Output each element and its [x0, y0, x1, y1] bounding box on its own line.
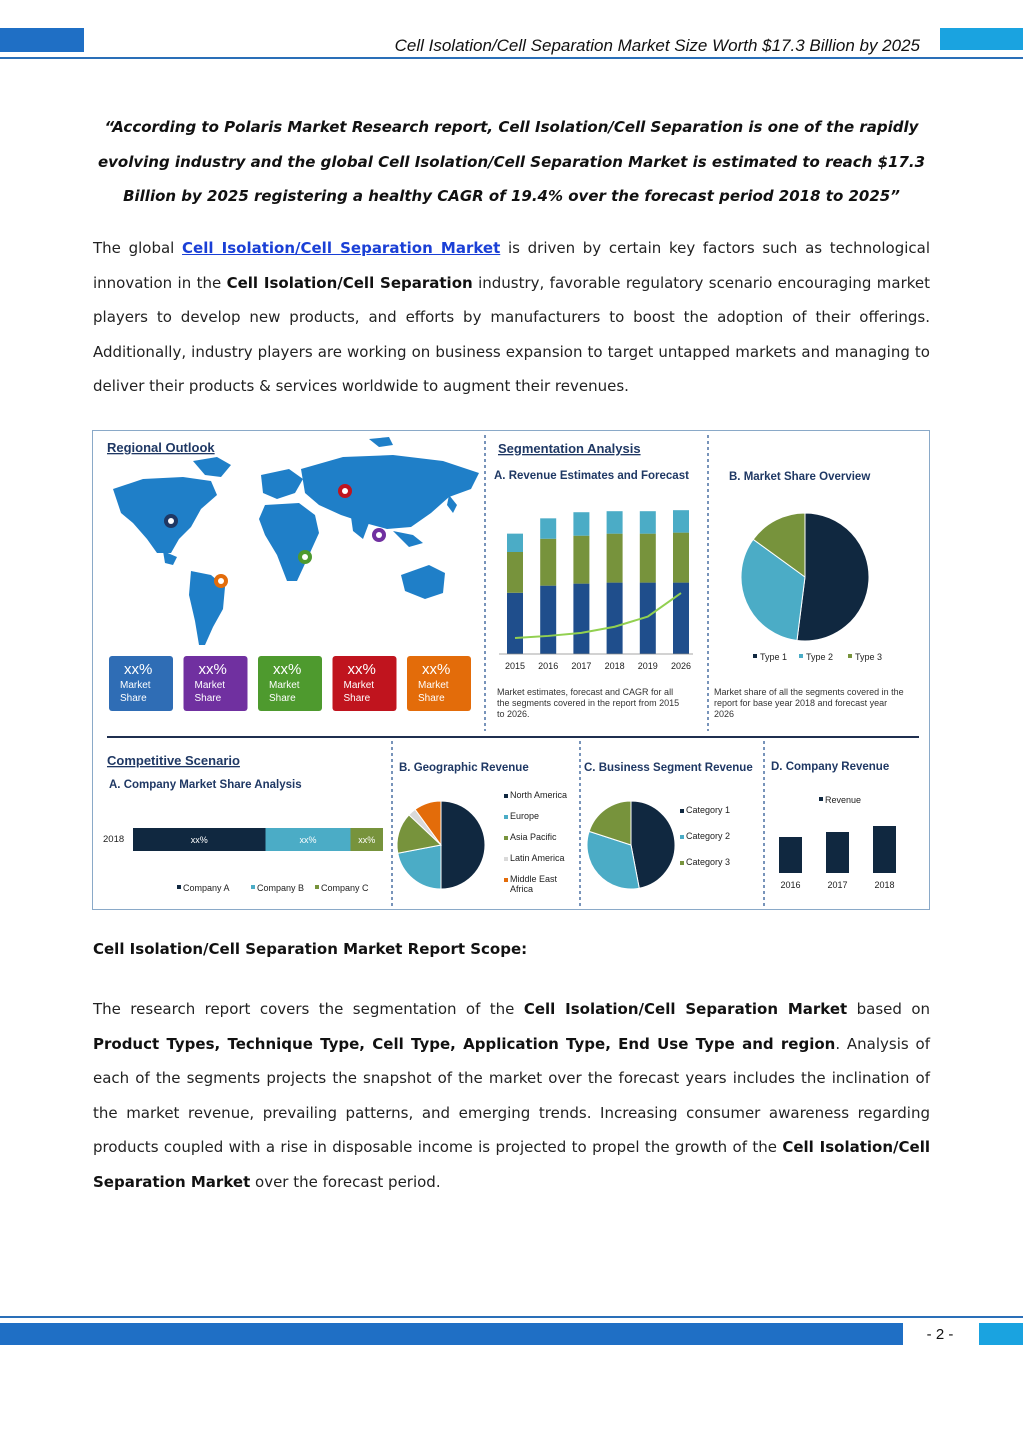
segmentation-analysis-title: Segmentation Analysis	[498, 441, 641, 456]
text-run: is driven by certain key factors such as technological innovation in the	[93, 239, 930, 292]
revenue-chart	[499, 510, 693, 671]
legend-swatch	[504, 836, 508, 840]
header-accent-right	[940, 28, 1023, 50]
legend-label: Latin America	[510, 853, 565, 863]
legend-swatch	[819, 797, 823, 801]
stacked-bar-segment	[573, 584, 589, 654]
bold-run: Product Types, Technique Type, Cell Type, Application Type, End Use Type and region	[93, 1034, 836, 1053]
legend-swatch	[799, 654, 803, 658]
stacked-bar-segment	[507, 593, 523, 654]
x-tick-label: 2019	[637, 661, 658, 671]
stacked-bar-segment	[673, 533, 689, 583]
region-card-label: Market	[120, 680, 151, 691]
legend-swatch	[504, 857, 508, 861]
company-revenue-title: D. Company Revenue	[771, 761, 890, 773]
y-tick-label: 2018	[103, 834, 125, 845]
footer-rule	[0, 1316, 1023, 1318]
legend-label: Company C	[321, 883, 369, 893]
stacked-bar-segment	[540, 586, 556, 654]
text-run: based on	[847, 1000, 931, 1018]
legend-swatch	[848, 654, 852, 658]
region-cards	[109, 656, 471, 711]
text-run: The research report covers the segmentation of the	[93, 1000, 524, 1018]
region-card-label: Market	[269, 680, 300, 691]
region-card-label: Share	[194, 693, 222, 704]
x-tick-label: 2017	[827, 880, 848, 890]
legend-label: Revenue	[825, 795, 862, 805]
legend-swatch	[315, 885, 319, 889]
intro-paragraph	[93, 231, 930, 404]
x-tick-label: 2016	[538, 661, 559, 671]
bar	[779, 837, 802, 873]
trend-line	[515, 593, 681, 638]
bold-run: Cell Isolation/Cell Separation	[226, 273, 473, 292]
legend-label: Company A	[183, 883, 230, 893]
legend-label: Category 2	[686, 831, 731, 841]
page-number: - 2 -	[926, 1326, 954, 1343]
geographic-revenue-title: B. Geographic Revenue	[399, 762, 529, 774]
region-card-label: Market	[194, 680, 226, 691]
stacked-bar-segment	[607, 534, 623, 583]
revenue-caption-line: to 2026.	[497, 709, 530, 719]
geographic-pie	[397, 790, 567, 894]
stacked-bar-segment	[607, 583, 623, 654]
header-rule	[0, 57, 1023, 59]
share-caption-line: 2026	[714, 709, 735, 719]
legend-label: North America	[510, 790, 568, 800]
stacked-bar-segment	[640, 511, 656, 533]
stacked-bar-segment	[573, 536, 589, 584]
region-card-label: Share	[269, 693, 296, 704]
text-run: The global	[93, 239, 183, 257]
share-caption-line: Market share of all the segments covered in the	[714, 687, 904, 697]
pie-slice	[441, 801, 485, 889]
bar-data-label: xx%	[299, 835, 317, 845]
legend-swatch	[680, 861, 684, 865]
legend-label: Middle East	[510, 874, 558, 884]
stacked-bar-segment	[507, 534, 523, 552]
legend-swatch	[504, 815, 508, 819]
legend-label: Category 3	[686, 857, 731, 867]
footer-accent-right	[979, 1323, 1023, 1345]
region-card-value: xx%	[273, 661, 302, 678]
legend-label: Europe	[510, 811, 540, 821]
legend-swatch	[680, 809, 684, 813]
legend-swatch	[251, 885, 255, 889]
stacked-bar-segment	[507, 552, 523, 593]
company-share-bar	[103, 828, 383, 893]
bold-run: Cell Isolation/Cell Separation Market	[93, 1138, 930, 1191]
legend-swatch	[504, 794, 508, 798]
header-accent-left	[0, 28, 84, 52]
x-tick-label: 2017	[571, 661, 592, 671]
legend-label: Asia Pacific	[510, 832, 557, 842]
pie-slice	[631, 801, 675, 888]
header-title: Cell Isolation/Cell Separation Market Size Worth $17.3 Billion by 2025	[394, 36, 920, 55]
bar-data-label: xx%	[358, 835, 376, 845]
region-card-label: Share	[343, 693, 371, 704]
scope-paragraph	[93, 992, 930, 1199]
bar-data-label: xx%	[190, 835, 208, 845]
business-segment-pie	[587, 801, 730, 889]
region-card-label: Market	[343, 680, 375, 691]
legend-label: Type 3	[855, 652, 883, 662]
business-segment-title: C. Business Segment Revenue	[584, 762, 753, 774]
region-card-label: Share	[120, 693, 147, 704]
market-infographic	[92, 430, 930, 910]
region-card-value: xx%	[124, 661, 153, 678]
x-tick-label: 2018	[874, 880, 895, 890]
legend-label: Type 1	[760, 652, 788, 662]
x-tick-label: 2018	[604, 661, 625, 671]
company-revenue-chart	[779, 795, 896, 890]
company-share-title: A. Company Market Share Analysis	[109, 779, 302, 791]
revenue-caption-line: the segments covered in the report from 2015	[497, 698, 680, 708]
infographic-svg	[93, 431, 929, 909]
legend-label: Africa	[510, 884, 534, 894]
stacked-bar-segment	[540, 518, 556, 538]
region-card-label: Share	[418, 693, 445, 704]
bold-run: Cell Isolation/Cell Separation Market	[523, 1000, 848, 1018]
region-card-value: xx%	[347, 661, 376, 678]
stacked-bar-segment	[573, 512, 589, 535]
regional-outlook-title: Regional Outlook	[107, 440, 215, 455]
stacked-bar-segment	[540, 539, 556, 586]
footer-bar	[0, 1323, 903, 1345]
bar	[873, 826, 896, 873]
stacked-bar-segment	[673, 510, 689, 532]
competitive-scenario-title: Competitive Scenario	[107, 753, 240, 768]
legend-label: Type 2	[806, 652, 834, 662]
legend-label: Company B	[257, 883, 305, 893]
x-tick-label: 2016	[780, 880, 801, 890]
legend-swatch	[753, 654, 757, 658]
bar	[826, 832, 849, 873]
text-run: over the forecast period.	[250, 1172, 441, 1191]
x-tick-label: 2026	[670, 661, 692, 671]
legend-label: Category 1	[686, 805, 731, 815]
share-caption-line: report for base year 2018 and forecast year	[714, 698, 888, 708]
x-tick-label: 2015	[504, 661, 526, 671]
region-card-label: Market	[418, 680, 449, 691]
stacked-bar-segment	[640, 534, 656, 583]
legend-swatch	[504, 878, 508, 882]
revenue-estimates-title: A. Revenue Estimates and Forecast	[494, 470, 689, 482]
revenue-caption-line: Market estimates, forecast and CAGR for all	[497, 687, 674, 697]
world-map	[113, 437, 479, 645]
text-run: industry, favorable regulatory scenario encouraging market players to develop new products, and efforts by manufacturers to boost the adoption of their offerings. Additionally, industry players are working on business expansion to target untapped markets and managing to deliver their products & services worldwide to augment their revenues.	[93, 273, 931, 395]
region-card-value: xx%	[198, 661, 227, 678]
legend-swatch	[680, 835, 684, 839]
region-card-value: xx%	[422, 661, 451, 678]
stacked-bar-segment	[607, 511, 623, 533]
intro-quote: “According to Polaris Market Research report, Cell Isolation/Cell Separation is one of the rapidly evolving industry and the global Cell Isolation/Cell Separation Market is estimated to reach $17.3 Billion by 2025 registering a healthy CAGR of 19.4% over the forecast period 2018 to 2025”	[97, 118, 926, 205]
legend-swatch	[177, 885, 181, 889]
text-run: . Analysis of each of the segments projects the snapshot of the market over the forecast years includes the inclination of the market revenue, prevailing patterns, and emerging trends. Increasing consumer awareness regarding products coupled with a rise in disposable income is projected to propel the growth of the	[93, 1034, 930, 1156]
market-share-pie	[741, 513, 882, 662]
report-scope-heading: Cell Isolation/Cell Separation Market Report Scope:	[93, 940, 528, 958]
market-report-link[interactable]: Cell Isolation/Cell Separation Market	[182, 239, 501, 257]
pie-slice	[797, 513, 869, 641]
market-share-title: B. Market Share Overview	[729, 471, 871, 483]
